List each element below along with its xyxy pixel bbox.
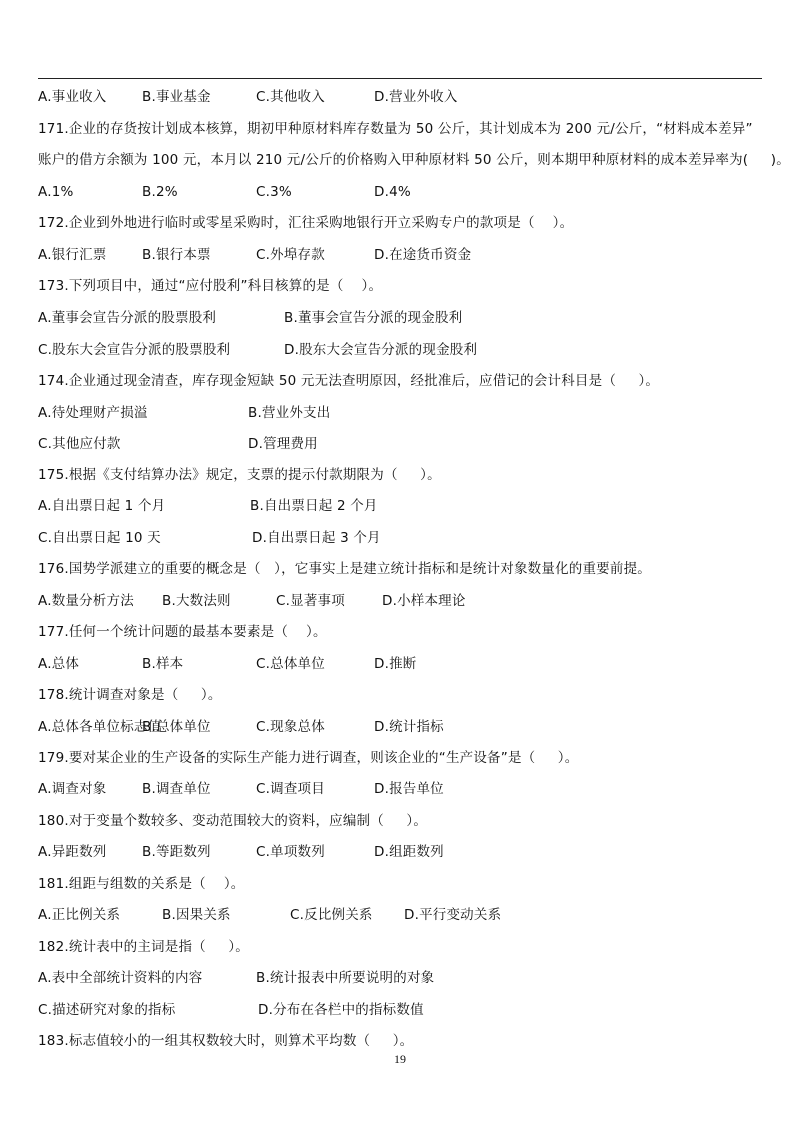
- answer-option: C.描述研究对象的指标: [38, 1002, 176, 1018]
- question-text: 180.对于变量个数较多、变动范围较大的资料，应编制（ ）。: [38, 813, 428, 829]
- answer-option: A.1%: [38, 184, 74, 200]
- answer-option: B.营业外支出: [248, 405, 331, 421]
- answer-option: A.董事会宣告分派的股票股利: [38, 310, 217, 326]
- answer-option: C.调查项目: [256, 781, 325, 797]
- answer-option: B.因果关系: [162, 907, 231, 923]
- question-text: 账户的借方余额为 100 元，本月以 210 元/公斤的价格购入甲种原材料 50 公斤，则本期甲种原材料的成本差异率为( )。: [38, 152, 790, 168]
- answer-option: D.组距数列: [374, 844, 444, 860]
- answer-option: D.统计指标: [374, 719, 444, 735]
- answer-option: C.现象总体: [256, 719, 325, 735]
- answer-option: C.3%: [256, 184, 292, 200]
- answer-option: A.总体: [38, 656, 80, 672]
- question-text: 176.国势学派建立的重要的概念是（ ），它事实上是建立统计指标和是统计对象数量化的重要前提。: [38, 561, 651, 577]
- answer-option: B.2%: [142, 184, 178, 200]
- answer-option: A.异距数列: [38, 844, 107, 860]
- answer-option: D.4%: [374, 184, 411, 200]
- answer-option: A.调查对象: [38, 781, 107, 797]
- question-text: 182.统计表中的主词是指（ ）。: [38, 939, 249, 955]
- answer-option: A.表中全部统计资料的内容: [38, 970, 203, 986]
- question-text: 174.企业通过现金清查，库存现金短缺 50 元无法查明原因，经批准后，应借记的会计科目是（ ）。: [38, 373, 660, 389]
- answer-option: D.小样本理论: [382, 593, 466, 609]
- answer-option: D.股东大会宣告分派的现金股利: [284, 342, 478, 358]
- answer-option: D.推断: [374, 656, 417, 672]
- answer-option: B.银行本票: [142, 247, 211, 263]
- question-text: 175.根据《支付结算办法》规定，支票的提示付款期限为（ ）。: [38, 467, 441, 483]
- question-text: 171.企业的存货按计划成本核算，期初甲种原材料库存数量为 50 公斤，其计划成本为 200 元/公斤，“材料成本差异”: [38, 121, 753, 137]
- answer-option: A.数量分析方法: [38, 593, 134, 609]
- answer-option: D.分布在各栏中的指标数值: [258, 1002, 424, 1018]
- header-rule: [38, 78, 762, 79]
- answer-option: D.自出票日起 3 个月: [252, 530, 381, 546]
- question-text: 179.要对某企业的生产设备的实际生产能力进行调查，则该企业的“生产设备”是（ ）。: [38, 750, 579, 766]
- answer-option: C.反比例关系: [290, 907, 373, 923]
- question-text: 183.标志值较小的一组其权数较大时，则算术平均数（ ）。: [38, 1033, 414, 1049]
- answer-option: C.其他收入: [256, 89, 325, 105]
- answer-option: B.董事会宣告分派的现金股利: [284, 310, 463, 326]
- page-number: 19: [394, 1052, 406, 1066]
- question-text: 173.下列项目中，通过“应付股利”科目核算的是（ ）。: [38, 278, 383, 294]
- answer-option: D.在途货币资金: [374, 247, 472, 263]
- answer-option: A.总体各单位标志值: [38, 719, 162, 735]
- answer-option: B.总体单位: [142, 719, 211, 735]
- answer-option: D.报告单位: [374, 781, 444, 797]
- answer-option: B.等距数列: [142, 844, 211, 860]
- answer-option: C.显著事项: [276, 593, 345, 609]
- answer-option: B.自出票日起 2 个月: [250, 498, 378, 514]
- answer-option: B.调查单位: [142, 781, 211, 797]
- answer-option: B.统计报表中所要说明的对象: [256, 970, 435, 986]
- question-text: 181.组距与组数的关系是（ ）。: [38, 876, 245, 892]
- answer-option: B.样本: [142, 656, 184, 672]
- answer-option: B.大数法则: [162, 593, 231, 609]
- answer-option: D.平行变动关系: [404, 907, 502, 923]
- answer-option: B.事业基金: [142, 89, 211, 105]
- answer-option: D.管理费用: [248, 436, 318, 452]
- answer-option: C.外埠存款: [256, 247, 325, 263]
- question-text: 172.企业到外地进行临时或零星采购时，汇往采购地银行开立采购专户的款项是（ ）。: [38, 215, 574, 231]
- answer-option: A.自出票日起 1 个月: [38, 498, 166, 514]
- answer-option: A.待处理财产损溢: [38, 405, 148, 421]
- answer-option: C.单项数列: [256, 844, 325, 860]
- answer-option: C.总体单位: [256, 656, 325, 672]
- question-text: 177.任何一个统计问题的最基本要素是（ ）。: [38, 624, 327, 640]
- answer-option: A.银行汇票: [38, 247, 107, 263]
- answer-option: D.营业外收入: [374, 89, 458, 105]
- answer-option: A.事业收入: [38, 89, 107, 105]
- answer-option: C.自出票日起 10 天: [38, 530, 161, 546]
- answer-option: C.其他应付款: [38, 436, 121, 452]
- question-text: 178.统计调查对象是（ ）。: [38, 687, 222, 703]
- answer-option: A.正比例关系: [38, 907, 121, 923]
- answer-option: C.股东大会宣告分派的股票股利: [38, 342, 231, 358]
